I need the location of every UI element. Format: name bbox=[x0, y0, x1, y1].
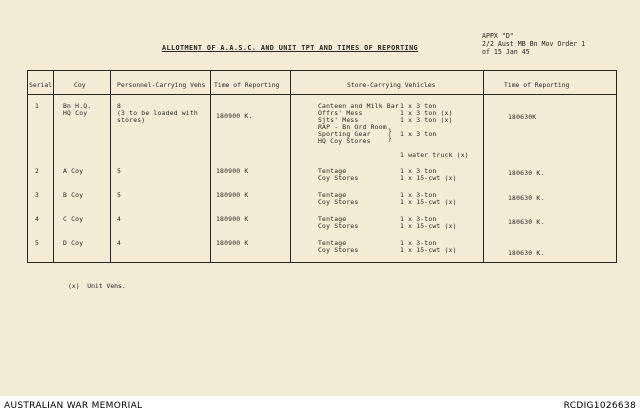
column-divider bbox=[110, 70, 111, 263]
row4-serial: 4 bbox=[35, 215, 40, 223]
row4-coy: C Coy bbox=[63, 215, 84, 223]
column-divider bbox=[53, 70, 54, 263]
row1-stores: Canteen and Milk Bar Offrs' Mess Sjts' Mess RAP - Bn Ord Room Sporting Gear HQ Coy Stores bbox=[318, 102, 399, 145]
brace-mark: } } bbox=[388, 127, 392, 142]
appendix-ref-line3: of 15 Jan 45 bbox=[482, 48, 530, 56]
archive-id: RCDIG1026638 bbox=[563, 401, 636, 411]
header-time-reporting-1: Time of Reporting bbox=[214, 81, 280, 89]
row1-personnel: 8 (3 to be loaded with stores) bbox=[117, 102, 198, 124]
header-divider bbox=[27, 94, 617, 95]
row1-quantities: 1 x 3 ton 1 x 3 ton (x) 1 x 3 ton (x) 1 x 3 ton bbox=[400, 102, 453, 138]
row1-coy: Bn H.Q. HQ Coy bbox=[63, 102, 92, 117]
row2-coy: A Coy bbox=[63, 167, 84, 175]
row5-stores: Tentage Coy Stores bbox=[318, 239, 359, 254]
row2-store-time: 180630 K. bbox=[508, 169, 545, 177]
header-time-reporting-2: Time of Reporting bbox=[504, 81, 570, 89]
row2-personnel: 5 bbox=[117, 167, 122, 175]
row5-personnel: 4 bbox=[117, 239, 122, 247]
row3-time-reporting: 180900 K bbox=[216, 191, 249, 199]
document-title: ALLOTMENT OF A.A.S.C. AND UNIT TPT AND TIMES OF REPORTING bbox=[162, 44, 419, 52]
appendix-ref-line2: 2/2 Aust MB Bn Mov Order 1 bbox=[482, 40, 586, 48]
appendix-reference bbox=[482, 32, 585, 56]
row4-personnel: 4 bbox=[117, 215, 122, 223]
column-divider bbox=[290, 70, 291, 263]
unit-vehicles-footnote: (x) Unit Vehs. bbox=[68, 282, 126, 290]
row1-water-truck: 1 water truck (x) bbox=[400, 151, 469, 159]
archive-footer bbox=[0, 396, 640, 416]
row5-serial: 5 bbox=[35, 239, 40, 247]
column-divider bbox=[483, 70, 484, 263]
column-divider bbox=[210, 70, 211, 263]
row4-quantities: 1 x 3-ton 1 x 15-cwt (x) bbox=[400, 215, 457, 230]
row3-coy: B Coy bbox=[63, 191, 84, 199]
row1-time-reporting: 180900 K. bbox=[216, 112, 253, 120]
row3-quantities: 1 x 3-ton 1 x 15-cwt (x) bbox=[400, 191, 457, 206]
row2-serial: 2 bbox=[35, 167, 40, 175]
row4-store-time: 180630 K. bbox=[508, 218, 545, 226]
row4-stores: Tentage Coy Stores bbox=[318, 215, 359, 230]
row2-quantities: 1 x 3 ton 1 x 15-cwt (x) bbox=[400, 167, 457, 182]
row5-store-time: 180630 K. bbox=[508, 249, 545, 257]
row1-serial: 1 bbox=[35, 102, 40, 110]
row5-time-reporting: 180900 K bbox=[216, 239, 249, 247]
appendix-ref-line1: APPX "D" bbox=[482, 32, 514, 40]
row4-time-reporting: 180900 K bbox=[216, 215, 249, 223]
row1-store-time: 180630K bbox=[508, 113, 537, 121]
header-store-vehicles: Store-Carrying Vehicles bbox=[347, 81, 436, 89]
row3-serial: 3 bbox=[35, 191, 40, 199]
row3-stores: Tentage Coy Stores bbox=[318, 191, 359, 206]
header-coy: Coy bbox=[74, 81, 86, 89]
header-serial: Serial bbox=[29, 81, 53, 89]
row3-store-time: 180630 K. bbox=[508, 194, 545, 202]
archive-name: AUSTRALIAN WAR MEMORIAL bbox=[4, 401, 143, 411]
row5-quantities: 1 x 3-ton 1 x 15-cwt (x) bbox=[400, 239, 457, 254]
row5-coy: D Coy bbox=[63, 239, 84, 247]
row3-personnel: 5 bbox=[117, 191, 122, 199]
row2-time-reporting: 180900 K bbox=[216, 167, 249, 175]
row2-stores: Tentage Coy Stores bbox=[318, 167, 359, 182]
header-personnel-vehs: Personnel-Carrying Vehs bbox=[117, 81, 206, 89]
